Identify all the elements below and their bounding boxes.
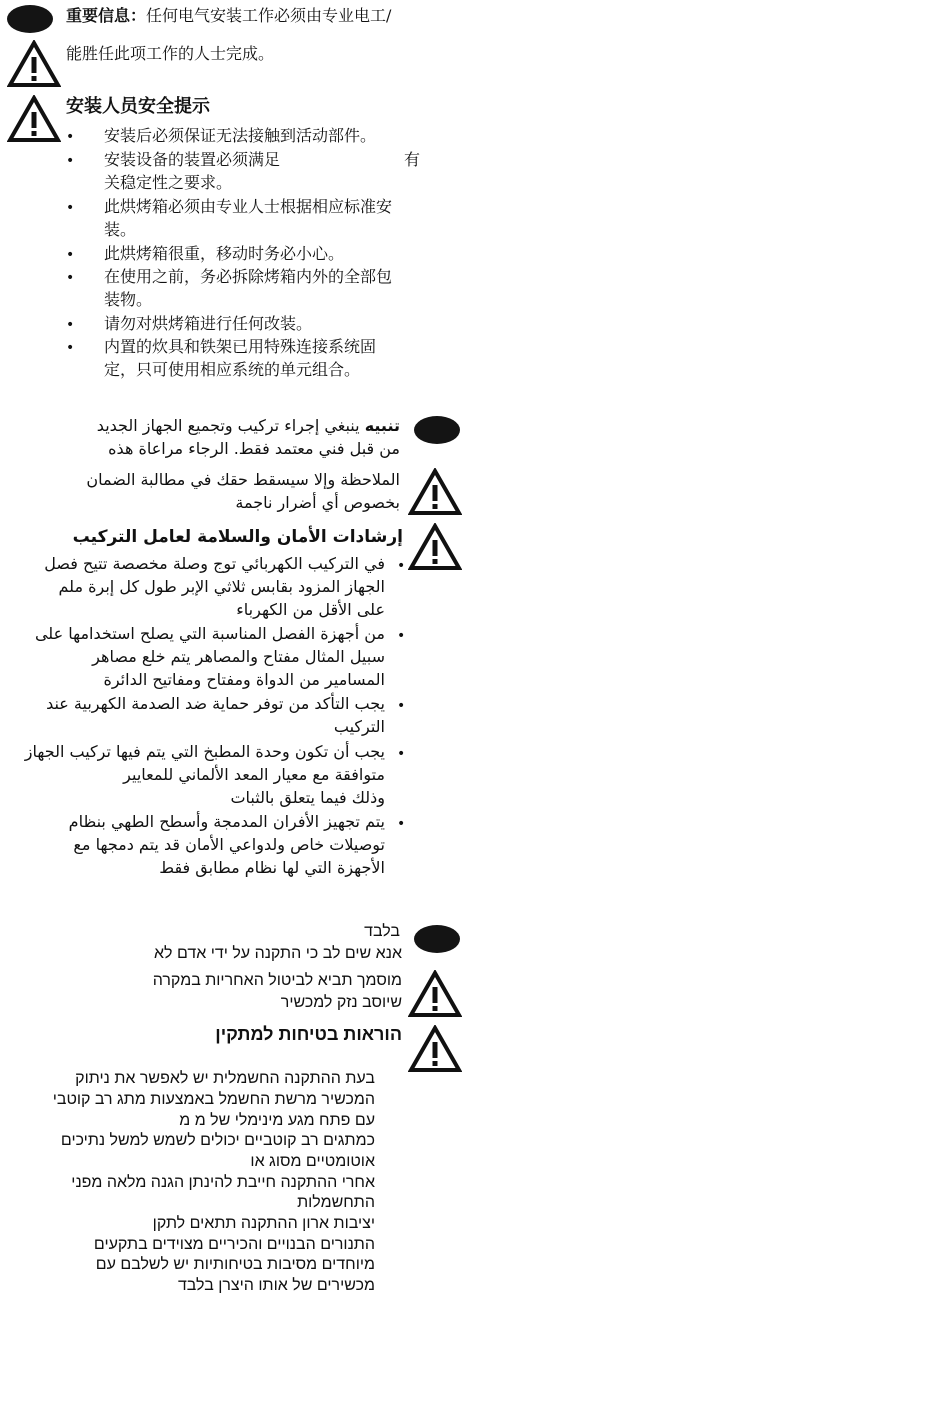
he-note-line2: אנא שים לב כי התקנה על ידי אדם לא [154, 945, 402, 962]
list-bullet: • [66, 340, 75, 356]
he-safety-heading: הוראות בטיחות למתקין [215, 1024, 402, 1044]
cn-important-line2: 能胜任此项工作的人士完成。 [66, 44, 275, 63]
he-line-6: אחרי ההתקנה חייבת להינתן הגנה מלאה מפני [71, 1174, 375, 1191]
list-bullet: • [66, 200, 75, 216]
list-bullet: • [66, 129, 75, 145]
cn-item-6: 请勿对烘烤箱进行任何改装。 [104, 314, 313, 333]
note-oval-icon [7, 5, 53, 33]
cn-item-3: 此烘烤箱必须由专业人士根据相应标准安 [104, 197, 393, 216]
cn-safety-heading: 安装人员安全提示 [66, 96, 210, 117]
list-bullet: • [66, 247, 75, 263]
he-line-4: כמתגים רב קוטביים יכולים לשמש למשל נתיכים [60, 1132, 375, 1149]
he-note-line1: בלבד [364, 923, 400, 940]
ar-item-2-cont1: سبيل المثال مفتاح والمصاهر يتم خلع مصاهر [92, 647, 385, 666]
list-bullet: • [66, 153, 75, 169]
cn-important-label: 重要信息： [66, 6, 147, 25]
he-line-8: יציבות ארון ההתקנה תתאים לתקן [152, 1215, 375, 1232]
ar-warning-line1: الملاحظة وإلا سيسقط حقك في مطالبة الضمان [86, 470, 400, 489]
cn-item-3-cont: 装。 [104, 220, 137, 239]
he-line-10: מיוחדים מסיבות בטיחותיות יש לשלבם עם [95, 1256, 375, 1273]
ar-item-2-cont2: المسامير من الدواة ومفتاح ومفاتيح الدائرة [103, 670, 385, 689]
list-bullet: • [66, 270, 75, 286]
ar-item-1: في التركيب الكهربائي توج وصلة مخصصة تتيح فصل [44, 554, 385, 573]
list-bullet: • [397, 628, 406, 644]
ar-item-1-cont2: على الأقل من الكهرباء [236, 600, 385, 619]
ar-item-4-cont1: متوافقة مع معيار المعد الألماني للمعايير [123, 765, 385, 784]
cn-important-line1 [66, 5, 391, 27]
he-line-9: התנורים הבנויים והכיריים מצוידים בתקעים [93, 1236, 375, 1253]
list-bullet: • [397, 698, 406, 714]
warning-triangle-icon [7, 40, 61, 88]
he-warning-line1: מוסמך תביא לביטול האחריות במקרה [152, 972, 402, 989]
cn-item-2-word: 有 [404, 150, 421, 169]
he-line-7: התחשמלות [297, 1194, 375, 1211]
list-bullet: • [66, 317, 75, 333]
ar-warning-line2: بخصوص أي أضرار ناجمة [235, 493, 400, 512]
ar-item-5-cont1: توصيلات خاص ولدواعي الأمان قد يتم دمجها مع [73, 835, 385, 854]
ar-item-2: من أجهزة الفصل المناسبة التي يصلح استخدامها على [34, 624, 385, 643]
he-line-2: המכשיר מרשת החשמל באמצעות מתג רב קוטבי [52, 1091, 375, 1108]
warning-triangle-icon [408, 1025, 462, 1073]
he-line-3: עם פתח מגע מינימלי של מ מ [179, 1112, 375, 1129]
warning-triangle-icon [408, 523, 462, 571]
ar-item-5-cont2: الأجهزة التي لها نظام مطابق فقط [159, 858, 385, 877]
ar-item-1-cont1: الجهاز المزود بقابس ثلاثي الإبر طول كل إبرة ملم [58, 577, 385, 596]
he-line-5: אוטומטיים מסוג או [250, 1153, 375, 1170]
ar-note-label: تنبيه [364, 416, 400, 435]
cn-item-2-cont: 关稳定性之要求。 [104, 173, 233, 192]
list-bullet: • [397, 816, 406, 832]
he-line-1: בעת ההתקנה החשמלית יש לאפשר את ניתוק [75, 1070, 375, 1087]
note-oval-icon [414, 925, 460, 953]
ar-safety-heading: إرشادات الأمان والسلامة لعامل التركيب [72, 527, 403, 547]
ar-note-line1 [97, 415, 400, 437]
ar-item-4-cont2: وذلك فيما يتعلق بالثبات [230, 788, 385, 807]
warning-triangle-icon [408, 468, 462, 516]
ar-note-line2: من قبل فني معتمد فقط. الرجاء مراعاة هذه [108, 439, 400, 458]
warning-triangle-icon [408, 970, 462, 1018]
ar-item-3: يجب التأكد من توفر حماية ضد الصدمة الكهربية عند [46, 694, 385, 713]
ar-item-3-cont: التركيب [333, 717, 385, 736]
cn-item-5-cont: 装物。 [104, 290, 153, 309]
note-oval-icon [414, 416, 460, 444]
ar-note-text: ينبغي إجراء تركيب وتجميع الجهاز الجديد [96, 416, 360, 435]
list-bullet: • [397, 746, 406, 762]
cn-item-2: 安装设备的装置必须满足 [104, 150, 281, 169]
cn-item-1: 安装后必须保证无法接触到活动部件。 [104, 126, 377, 145]
cn-item-7: 内置的炊具和铁架已用特殊连接系统固 [104, 337, 377, 356]
he-warning-line2: שיוסב נזק למכשיר [280, 994, 402, 1011]
list-bullet: • [397, 558, 406, 574]
cn-item-4: 此烘烤箱很重，移动时务必小心。 [104, 244, 345, 263]
ar-item-5: يتم تجهيز الأفران المدمجة وأسطح الطهي بنظام [68, 812, 385, 831]
warning-triangle-icon [7, 95, 61, 143]
cn-item-5: 在使用之前，务必拆除烤箱内外的全部包 [104, 267, 393, 286]
cn-important-text: 任何电气安装工作必须由专业电工/ [146, 6, 392, 25]
ar-item-4: يجب أن تكون وحدة المطبخ التي يتم فيها تركيب الجهاز [24, 742, 385, 761]
cn-item-7-cont: 定，只可使用相应系统的单元组合。 [104, 360, 361, 379]
he-line-11: מכשירים של אותו היצרן בלבד [177, 1277, 375, 1294]
